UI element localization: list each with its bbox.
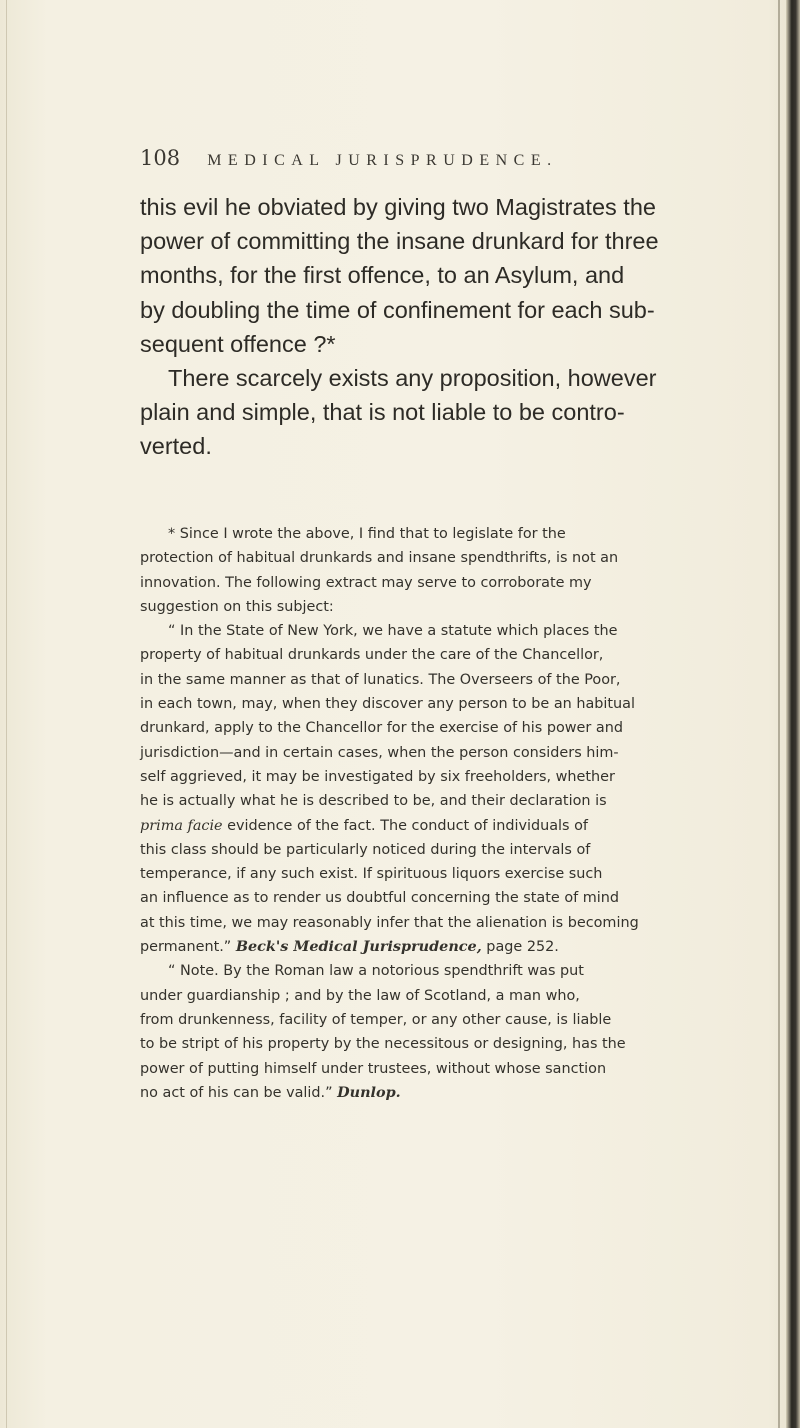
footnote-1 — [140, 522, 752, 619]
page-number: 108 — [140, 146, 181, 170]
running-head: MEDICAL JURISPRUDENCE. — [207, 152, 558, 169]
becks-page: page 252. — [481, 939, 559, 956]
dunlop-citation: Dunlop. — [337, 1083, 401, 1101]
footnote-2-line: at this time, we may reasonably infer that the alienation is becoming — [140, 914, 639, 931]
paragraph-2-line: There scarcely exists any proposition, however — [168, 365, 657, 392]
footnote-3-line: “ Note. By the Roman law a notorious spendthrift was put — [168, 963, 584, 980]
footnote-3-line: power of putting himself under trustees, without whose sanction — [140, 1060, 607, 1077]
footnote-2-line: “ In the State of New York, we have a statute which places the — [168, 623, 618, 640]
page-header — [140, 146, 760, 176]
footnote-2-line: jurisdiction—and in certain cases, when the person considers him- — [140, 744, 619, 761]
page-left-edge — [6, 0, 7, 1428]
footnote-2-line: this class should be particularly noticed during the intervals of — [140, 841, 591, 858]
paragraph-1-line: by doubling the time of confinement for each sub- — [140, 296, 655, 323]
footnote-2-line: permanent.” — [140, 939, 236, 956]
paragraph-2 — [140, 361, 752, 464]
paragraph-2-line: verted. — [140, 433, 212, 460]
footnote-1-line: suggestion on this subject: — [140, 598, 334, 615]
prima-facie-italic: prima facie — [140, 817, 223, 834]
footnote-1-line: protection of habitual drunkards and insane spendthrifts, is not an — [140, 550, 619, 567]
paragraph-1 — [140, 190, 752, 361]
becks-citation: Beck's Medical Jurisprudence, — [235, 938, 482, 956]
footnote-3-line: under guardianship ; and by the law of Scotland, a man who, — [140, 987, 580, 1004]
footnote-3-line: from drunkenness, facility of temper, or any other cause, is liable — [140, 1011, 612, 1028]
footnote-3-line: to be stript of his property by the necessitous or designing, has the — [140, 1036, 626, 1053]
footnote-2-line: in the same manner as that of lunatics. The Overseers of the Poor, — [140, 671, 621, 688]
paragraph-1-line: power of committing the insane drunkard for three — [140, 228, 659, 255]
footnote-2-line: in each town, may, when they discover any person to be an habitual — [140, 696, 635, 713]
footnote-3-note — [140, 959, 752, 1105]
footnotes — [140, 522, 752, 1105]
footnote-1-line: * Since I wrote the above, I find that to legislate for the — [168, 526, 566, 542]
paragraph-1-line: sequent offence ?* — [140, 330, 336, 357]
footnote-2-line: temperance, if any such exist. If spirituous liquors exercise such — [140, 866, 603, 883]
paragraph-1-line: months, for the first offence, to an Asylum, and — [140, 262, 625, 289]
main-text — [140, 190, 752, 464]
footnote-2-line: evidence of the fact. The conduct of individuals of — [222, 817, 588, 834]
page-binding-edge — [786, 0, 800, 1428]
footnote-1-line: innovation. The following extract may serve to corroborate my — [140, 574, 592, 591]
footnote-2-line: he is actually what he is described to be, and their declaration is — [140, 793, 607, 810]
footnote-3-line: no act of his can be valid.” — [140, 1084, 338, 1101]
footnote-2-line: self aggrieved, it may be investigated by six freeholders, whether — [140, 768, 615, 785]
paragraph-2-line: plain and simple, that is not liable to be contro- — [140, 399, 625, 426]
footnote-2-line: drunkard, apply to the Chancellor for the exercise of his power and — [140, 720, 623, 737]
paragraph-1-line: this evil he obviated by giving two Magistrates the — [140, 194, 656, 220]
page-gutter-line — [778, 0, 780, 1428]
footnote-2-line: an influence as to render us doubtful concerning the state of mind — [140, 890, 620, 907]
footnote-2-quote — [140, 619, 752, 959]
footnote-2-line: property of habitual drunkards under the care of the Chancellor, — [140, 647, 604, 664]
